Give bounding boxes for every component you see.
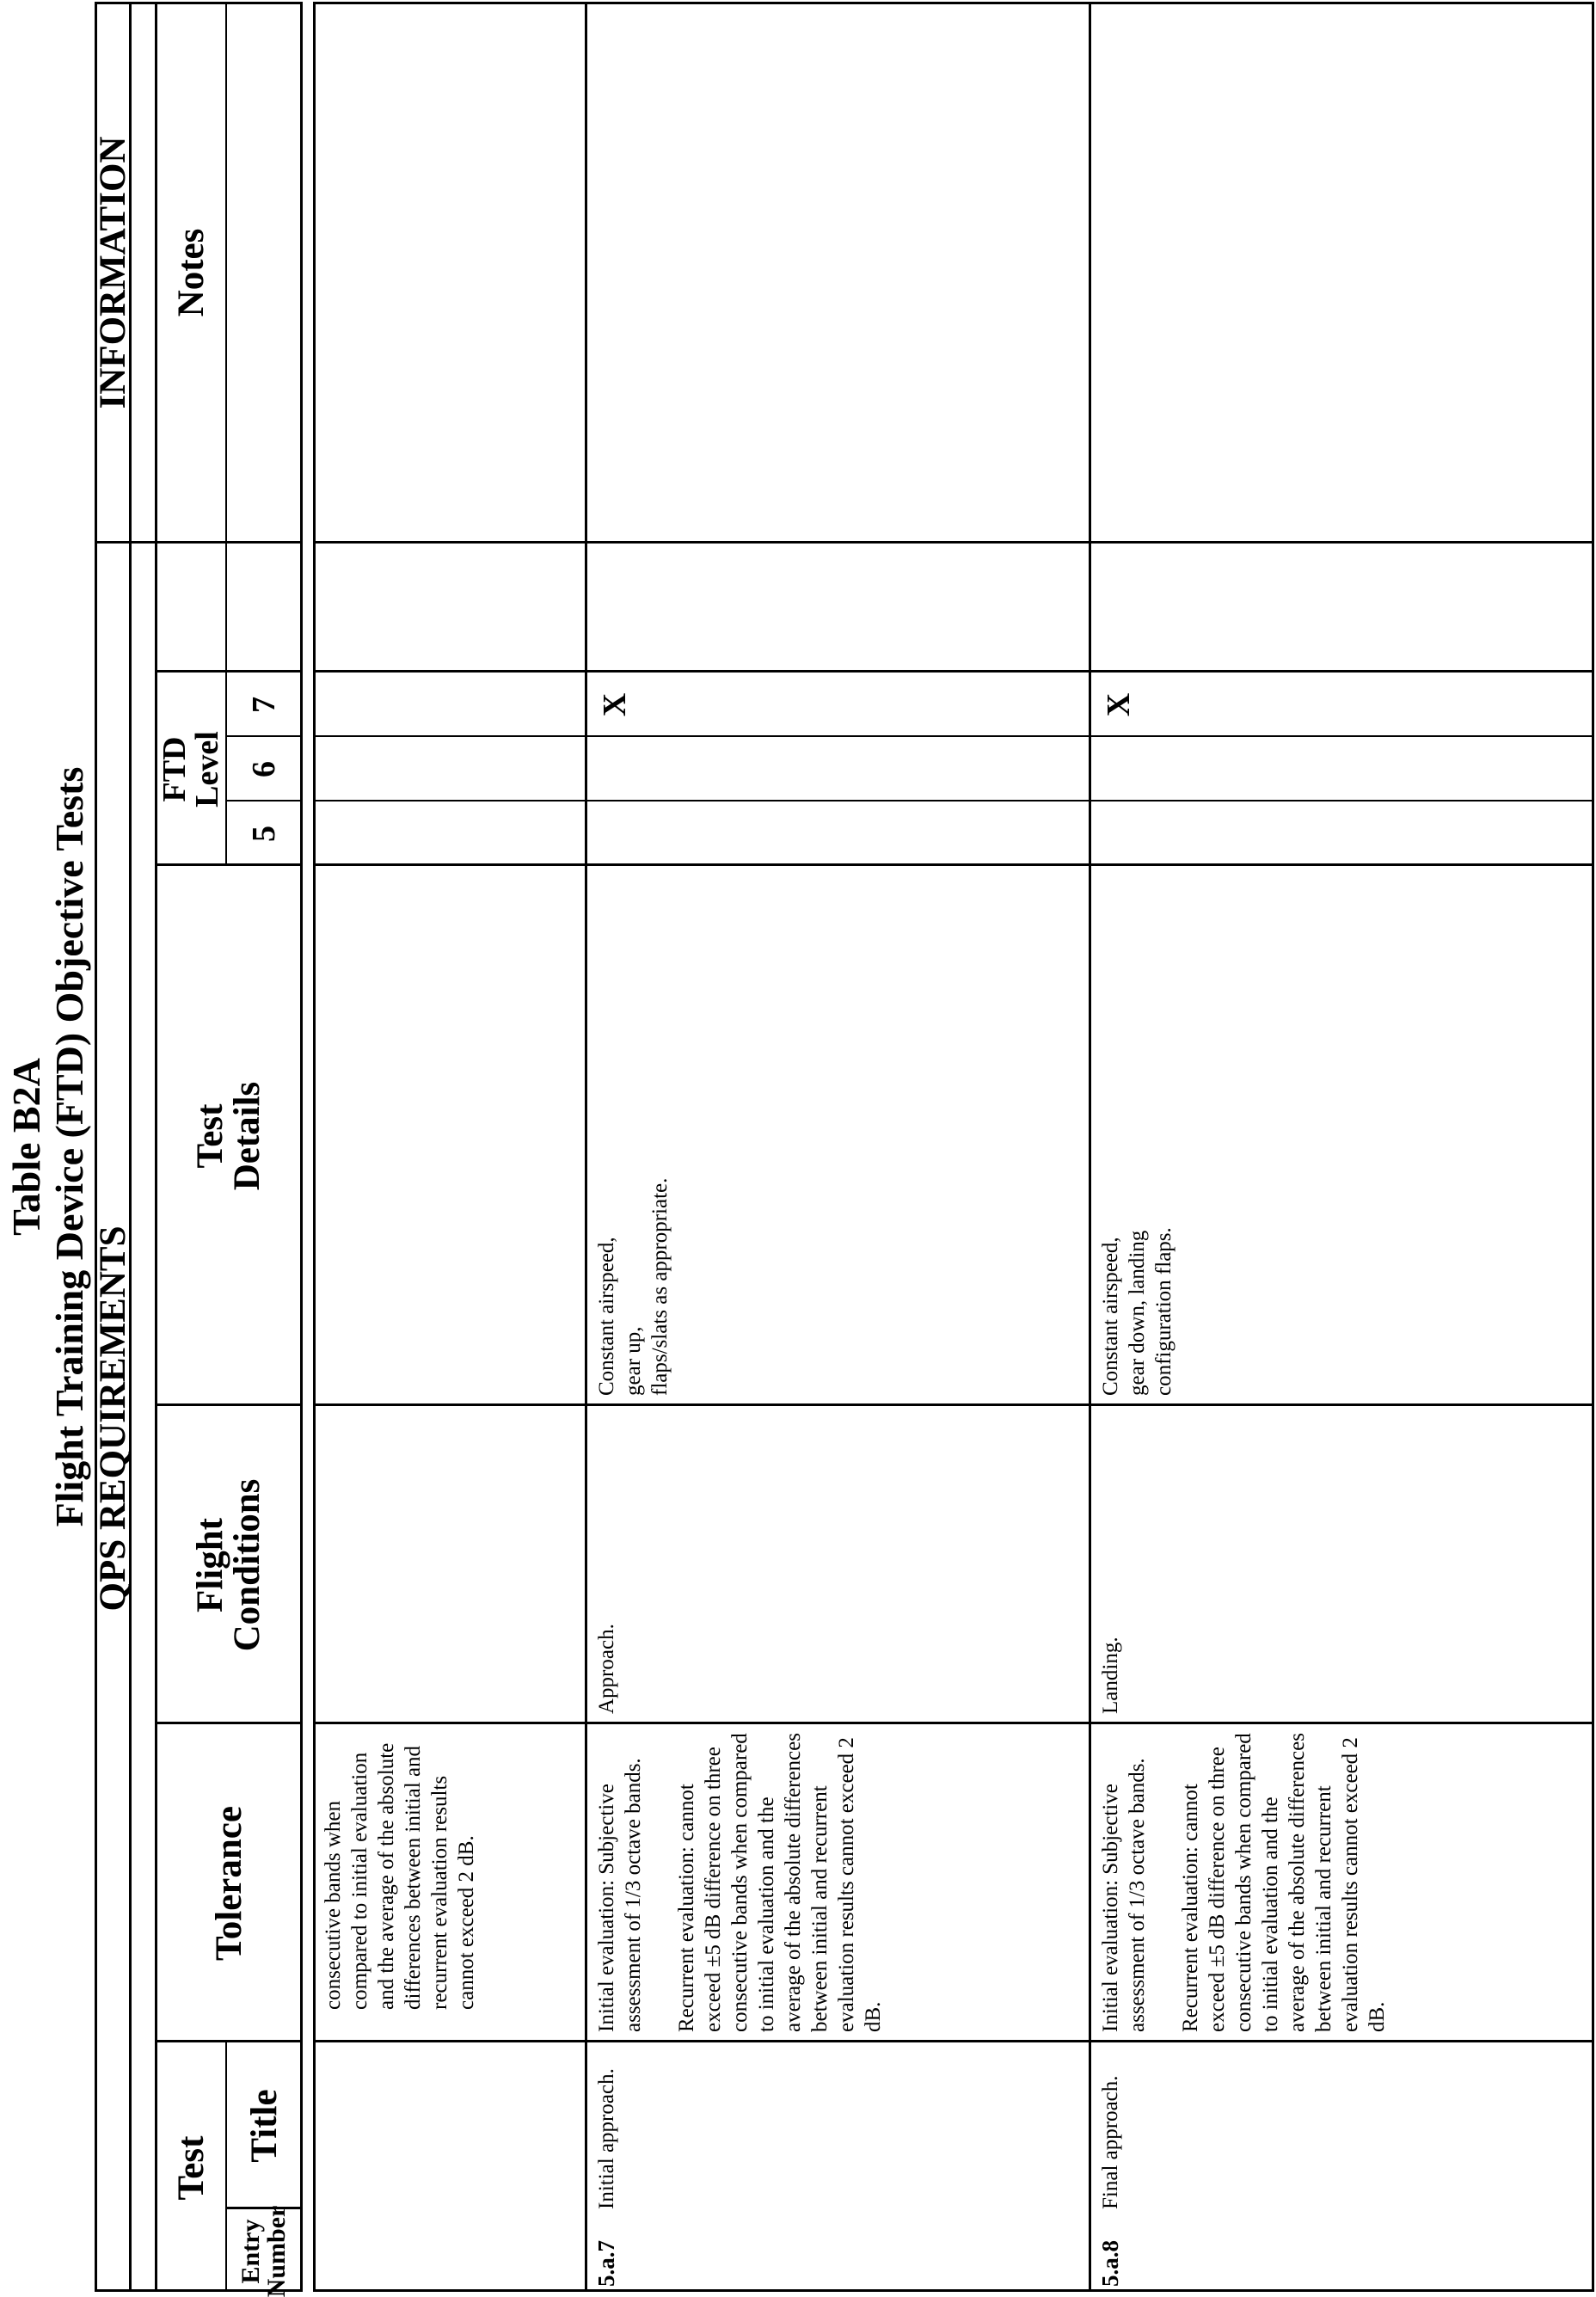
tolerance-header: Tolerance: [208, 1806, 249, 1961]
title-header: Title: [243, 2089, 285, 2163]
row-2-level-5: [1094, 801, 1593, 866]
row-rule-1: [585, 2, 587, 2292]
row-1-notes: [590, 2, 1089, 542]
flight-conditions-header: Flight Conditions: [190, 1478, 267, 1652]
row-0-tolerance: consecutive bands when compared to initial evaluation and the average of the absolute differences between initial and recurrent evaluation results cannot exceed 2 dB.: [322, 1742, 478, 2010]
row-1-level-7: X: [597, 692, 633, 717]
table-label: Table B2A: [4, 1058, 48, 1236]
row-2-entry: 5.a.8: [1097, 2240, 1123, 2287]
row-2-title: Final approach.: [1099, 2075, 1122, 2209]
row-0-flight-conditions: [316, 1406, 583, 1723]
row-1-flight-conditions: Approach.: [595, 1624, 618, 1714]
header-vrule-8: [155, 670, 303, 673]
header-vrule-2: [155, 2040, 303, 2042]
header-vrule-7: [225, 735, 303, 737]
header-vrule-3: [155, 1722, 303, 1724]
header-vrule-5: [155, 863, 303, 866]
entry-number-header: Entry Number: [236, 2205, 291, 2297]
test-details-header: Test Details: [190, 1081, 267, 1191]
header-vrule-1: [225, 2207, 303, 2209]
header-vrule-6: [225, 800, 303, 801]
row-1-level-5: [590, 801, 1089, 866]
table-title: Flight Training Device (FTD) Objective Tests: [47, 766, 91, 1527]
notes-header: Notes: [170, 228, 212, 317]
row-0-level-7: [316, 673, 583, 737]
row-2-notes: [1094, 2, 1593, 542]
row-2-level-6: [1094, 737, 1593, 801]
row-1-tolerance: Initial evaluation: Subjective assessment of 1/3 octave bands. Recurrent evaluation: cannot exceed ±5 dB difference on three consecutive bands when compared to initial evaluation and the average of the absolute differences between initial and recurrent evaluation results cannot exceed 2 dB.: [595, 1733, 885, 2032]
qps-requirements-header: QPS REQUIREMENTS: [92, 1225, 133, 1612]
level-6-header: 6: [246, 761, 282, 777]
row-0-notes: [316, 2, 583, 542]
row-1-test-details: Constant airspeed, gear up, flaps/slats as appropriate.: [595, 1177, 672, 1396]
row-0-level-5: [316, 801, 583, 866]
header-rule-5: [225, 2, 227, 544]
information-header: INFORMATION: [92, 136, 133, 409]
level-7-header: 7: [246, 697, 282, 713]
header-vrule-9: [95, 541, 303, 544]
row-0-title: [316, 2042, 583, 2209]
row-1-title: Initial approach.: [595, 2068, 618, 2209]
row-0-test-details: [316, 866, 583, 1404]
row-2-flight-conditions: Landing.: [1099, 1637, 1122, 1714]
header-vrule-4: [155, 1403, 303, 1406]
row-2-level-7: X: [1101, 692, 1137, 717]
test-header: Test: [170, 2135, 212, 2201]
row-1-level-6: [590, 737, 1089, 801]
row-0-level-6: [316, 737, 583, 801]
row-2-test-details: Constant airspeed, gear down, landing configuration flaps.: [1099, 1227, 1176, 1396]
ftd-level-header: FTD Level: [157, 731, 225, 808]
row-1-entry: 5.a.7: [593, 2240, 619, 2287]
row-rule-2: [1089, 2, 1091, 2292]
level-5-header: 5: [246, 826, 282, 842]
row-0-entry: [316, 2209, 583, 2292]
row-2-tolerance: Initial evaluation: Subjective assessment of 1/3 octave bands. Recurrent evaluation: cannot exceed ±5 dB difference on three consecutive bands when compared to initial evaluation and the average of the absolute differences between initial and recurrent evaluation results cannot exceed 2 dB.: [1099, 1733, 1389, 2032]
